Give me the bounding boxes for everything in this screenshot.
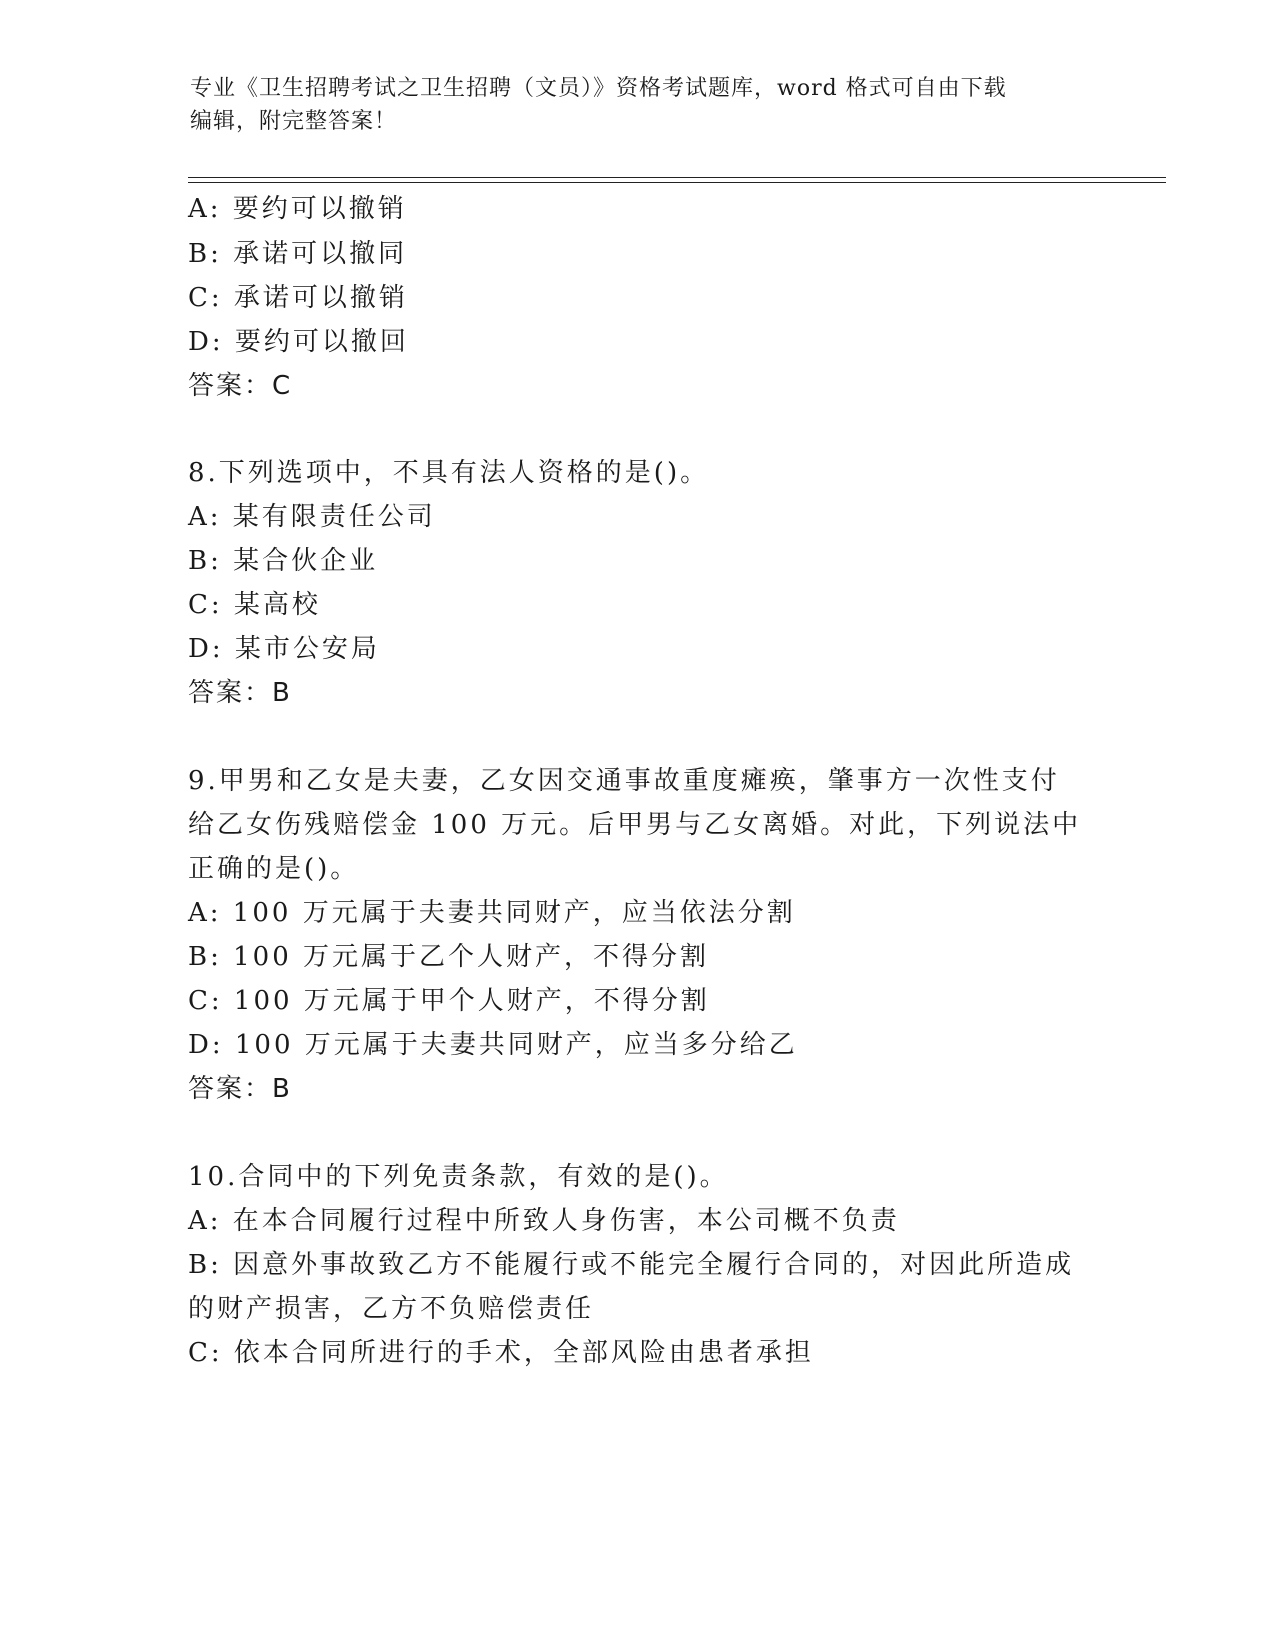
q9-option-a: A: 100 万元属于夫妻共同财产，应当依法分割: [188, 898, 796, 928]
q7-option-a: A: 要约可以撤销: [188, 194, 407, 224]
q7-option-c: C: 承诺可以撤销: [188, 283, 408, 313]
q8-option-c: C: 某高校: [188, 590, 321, 620]
q8-option-a: A: 某有限责任公司: [188, 502, 436, 532]
q9-option-c: C: 100 万元属于甲个人财产，不得分割: [188, 986, 710, 1016]
q10-option-b-line-1: B: 因意外事故致乙方不能履行或不能完全履行合同的，对因此所造成: [188, 1250, 1075, 1280]
header-divider-bottom: [188, 182, 1166, 183]
q7-option-d: D: 要约可以撤回: [188, 327, 409, 357]
q10-option-b-line-2: 的财产损害，乙方不负赔偿责任: [188, 1294, 595, 1324]
q9-stem-line-3: 正确的是()。: [188, 854, 360, 884]
q10-stem: 10.合同中的下列免责条款，有效的是()。: [188, 1162, 729, 1192]
q9-stem-line-2: 给乙女伤残赔偿金 100 万元。后甲男与乙女离婚。对此，下列说法中: [188, 810, 1082, 840]
header-divider-top: [188, 177, 1166, 178]
header-line-2: 编辑，附完整答案！: [190, 109, 398, 134]
document-header: [190, 72, 1090, 138]
header-line-1: 专业《卫生招聘考试之卫生招聘（文员）》资格考试题库，word 格式可自由下载: [190, 76, 1007, 101]
q10-option-a: A: 在本合同履行过程中所致人身伤害，本公司概不负责: [188, 1206, 900, 1236]
q7-option-b: B: 承诺可以撤同: [188, 239, 408, 269]
q8-option-d: D: 某市公安局: [188, 634, 380, 664]
q9-option-b: B: 100 万元属于乙个人财产，不得分割: [188, 942, 710, 972]
q8-answer: 答案：B: [188, 678, 292, 708]
q8-stem: 8.下列选项中，不具有法人资格的是()。: [188, 458, 710, 488]
q8-option-b: B: 某合伙企业: [188, 546, 379, 576]
q7-answer: 答案：C: [188, 371, 293, 401]
q9-answer: 答案：B: [188, 1074, 292, 1104]
q9-stem-line-1: 9.甲男和乙女是夫妻，乙女因交通事故重度瘫痪，肇事方一次性支付: [188, 766, 1060, 796]
q10-option-c: C: 依本合同所进行的手术，全部风险由患者承担: [188, 1338, 814, 1368]
q9-option-d: D: 100 万元属于夫妻共同财产，应当多分给乙: [188, 1030, 798, 1060]
